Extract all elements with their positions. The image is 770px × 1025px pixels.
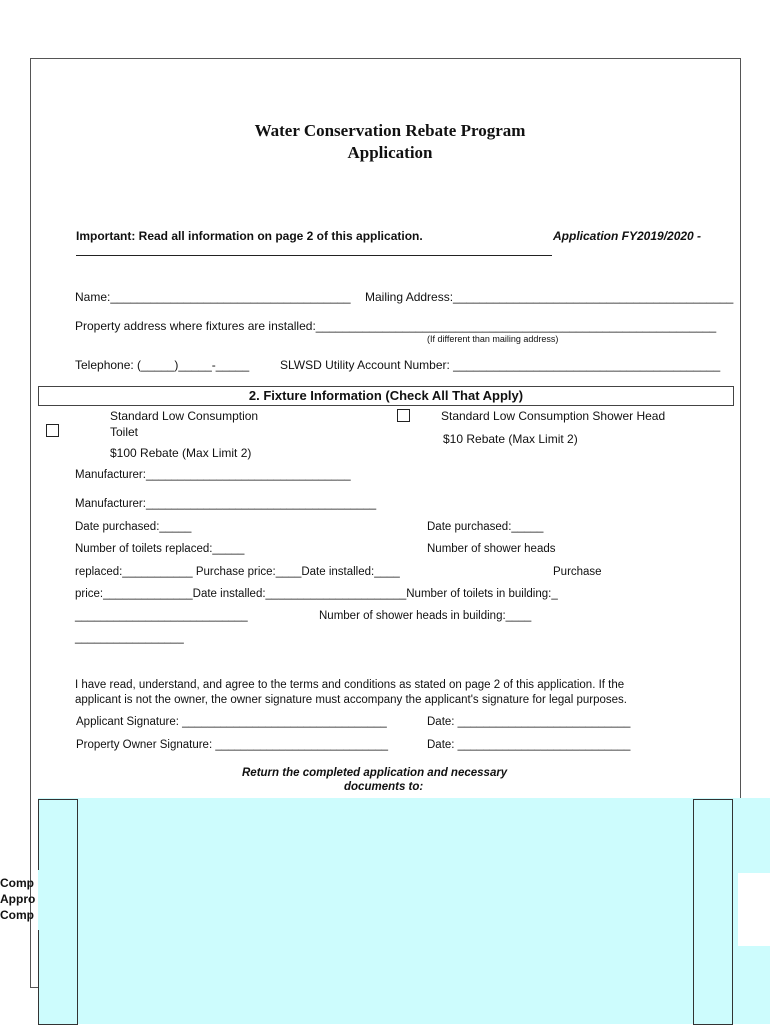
- highlight-overlay: [38, 798, 770, 1024]
- blank-line-2[interactable]: _________________: [75, 632, 184, 644]
- fiscal-year: Application FY2019/2020 -: [553, 229, 702, 243]
- shower-checkbox[interactable]: [397, 409, 410, 422]
- toilet-title-1: Standard Low Consumption: [110, 409, 259, 423]
- return-line-1: Return the completed application and necessary: [242, 767, 508, 779]
- toilet-manufacturer[interactable]: Manufacturer:________________________________: [75, 469, 351, 481]
- owner-date[interactable]: Date: ___________________________: [427, 739, 631, 751]
- cutoff-line-2: Appro: [0, 892, 36, 906]
- shower-heads-building[interactable]: Number of shower heads in building:____: [319, 610, 532, 622]
- blank-line[interactable]: ___________________________: [75, 610, 248, 622]
- right-overlay-box: [693, 799, 733, 1025]
- telephone-field[interactable]: Telephone: (_____)_____-_____: [75, 358, 250, 372]
- cutoff-line-1: Comp: [0, 876, 34, 890]
- toilet-title-2: Toilet: [110, 425, 139, 439]
- price-row[interactable]: price:______________Date installed:______________________Number of toilets in building:_: [75, 588, 558, 600]
- cutoff-text: [0, 875, 35, 923]
- title-line-1: Water Conservation Rebate Program: [254, 121, 526, 140]
- applicant-date[interactable]: Date: ___________________________: [427, 716, 631, 728]
- shower-heads-count: Number of shower heads: [427, 543, 556, 555]
- agreement-line-2: applicant is not the owner, the owner signature must accompany the applicant's signature for legal purposes.: [75, 694, 627, 706]
- important-note: Important: Read all information on page 2 of this application.: [76, 229, 423, 243]
- mailing-address-field[interactable]: Mailing Address:__________________________________________: [365, 290, 734, 304]
- title-line-2: Application: [347, 143, 433, 162]
- shower-manufacturer[interactable]: Manufacturer:____________________________________: [75, 498, 377, 510]
- shower-title: Standard Low Consumption Shower Head: [441, 409, 666, 423]
- overlay-gap: [738, 873, 770, 946]
- toilet-date-purchased[interactable]: Date purchased:_____: [75, 521, 192, 533]
- name-field[interactable]: Name:____________________________________: [75, 290, 351, 304]
- property-address-field[interactable]: Property address where fixtures are installed:____________________________________________________________: [75, 319, 717, 333]
- agreement-line-1: I have read, understand, and agree to the terms and conditions as stated on page 2 of this application. If the: [75, 679, 625, 691]
- header-rule: [76, 255, 552, 256]
- cutoff-line-3: Comp: [0, 908, 34, 922]
- form-title: [180, 120, 600, 164]
- shower-rebate: $10 Rebate (Max Limit 2): [443, 432, 578, 446]
- shower-date-purchased[interactable]: Date purchased:_____: [427, 521, 544, 533]
- return-line-2: documents to:: [344, 781, 424, 793]
- toilets-replaced[interactable]: Number of toilets replaced:_____: [75, 543, 245, 555]
- toilet-rebate: $100 Rebate (Max Limit 2): [110, 446, 252, 460]
- toilet-checkbox[interactable]: [46, 424, 59, 437]
- fixture-section-header: 2. Fixture Information (Check All That Apply): [38, 386, 734, 406]
- purchase-label: Purchase: [553, 566, 602, 578]
- owner-signature[interactable]: Property Owner Signature: ___________________________: [76, 739, 389, 751]
- account-number-field[interactable]: SLWSD Utility Account Number: ________________________________________: [280, 358, 721, 372]
- cutoff-mask: [38, 870, 74, 930]
- replaced-row[interactable]: replaced:___________ Purchase price:____Date installed:____: [75, 566, 400, 578]
- applicant-signature[interactable]: Applicant Signature: ________________________________: [76, 716, 387, 728]
- property-hint: (If different than mailing address): [427, 334, 559, 344]
